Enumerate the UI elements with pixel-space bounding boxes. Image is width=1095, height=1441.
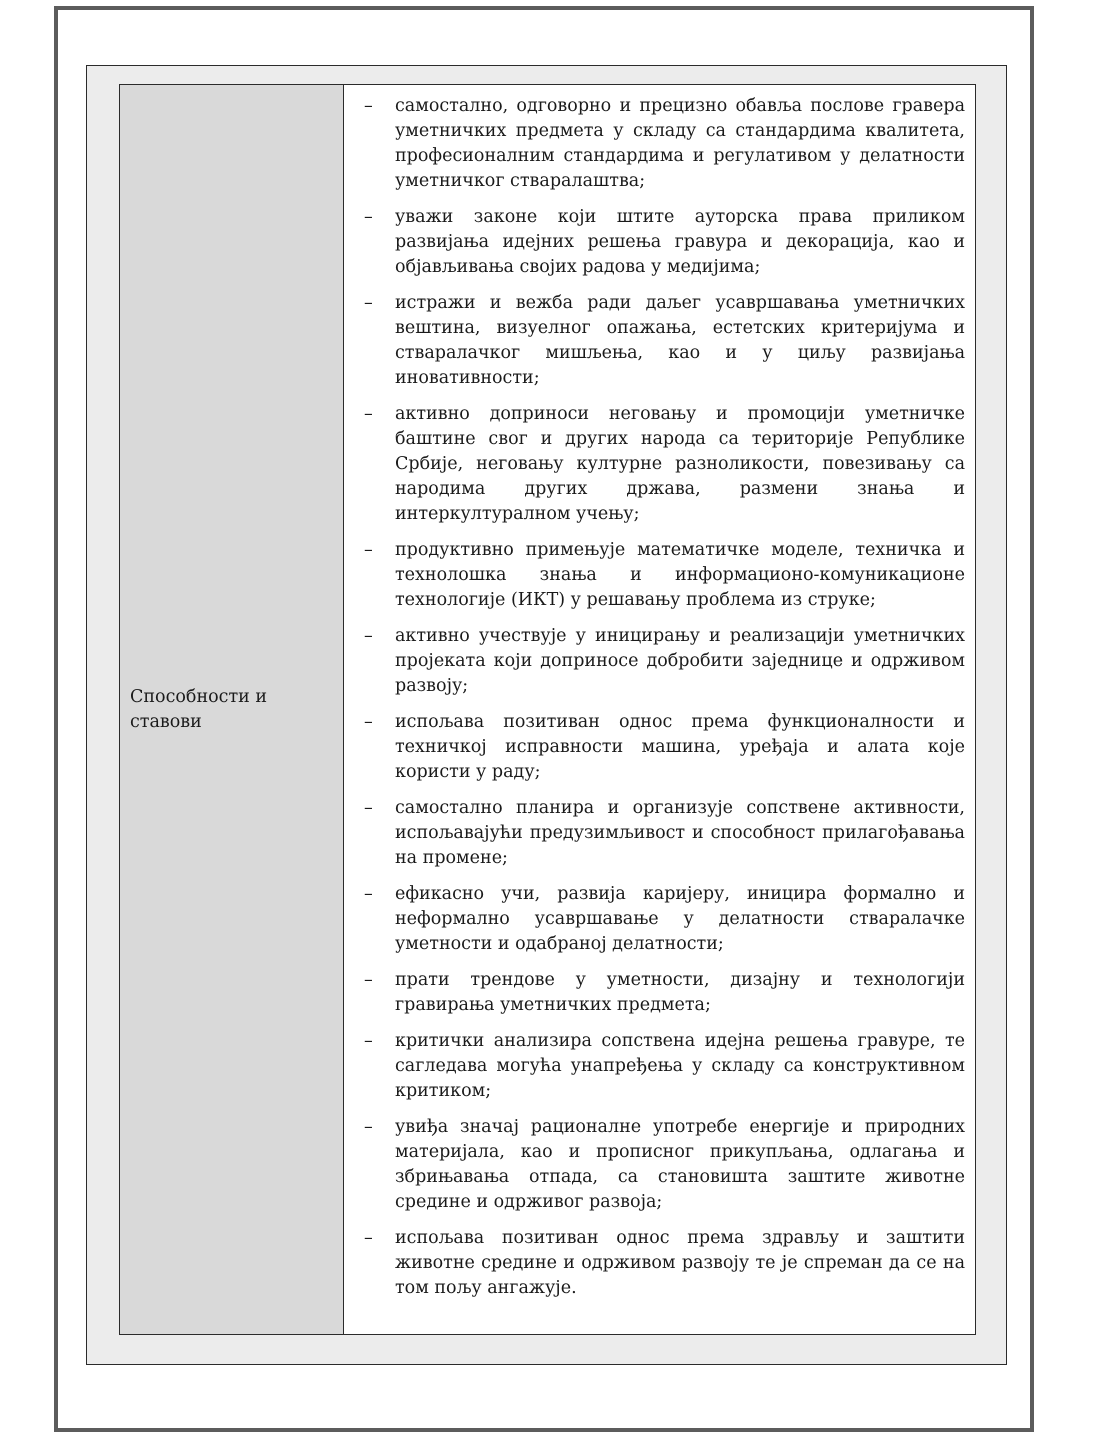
bullet-dash: – (364, 293, 373, 313)
bullet-dash: – (364, 540, 373, 560)
bullet-dash: – (364, 798, 373, 818)
list-item (364, 538, 965, 613)
bullet-dash: – (364, 884, 373, 904)
list-item (364, 796, 965, 871)
list-item-text: ефикасно учи, развија каријеру, иницира формално и неформално усавршавање у делатности стваралачке уметности и одабраној делатности; (395, 884, 965, 954)
bullet-dash: – (364, 1031, 373, 1051)
list-item (364, 624, 965, 699)
bullet-dash: – (364, 404, 373, 424)
list-item (364, 94, 965, 194)
list-item (364, 205, 965, 280)
list-item (364, 291, 965, 391)
list-item-text: критички анализира сопствена идејна решења гравуре, те сагледава могућа унапређења у складу са конструктивном критиком; (395, 1031, 965, 1101)
list-item (364, 1029, 965, 1104)
list-item-text: активно доприноси неговању и промоцији уметничке баштине свог и других народа са територије Републике Србије, неговању културне разноликости, повезивању са народима других држава, размени знања и интеркултуралном учењу; (395, 404, 965, 524)
list-item-text: самостално планира и организује сопствене активности, испољавајући предузимљивост и способност прилагођавања на промене; (395, 798, 965, 868)
list-item (364, 968, 965, 1018)
bullet-dash: – (364, 626, 373, 646)
list-item-text: испољава позитиван однос према функционалности и техничкој исправности машина, уређаја и алата које користи у раду; (395, 712, 965, 782)
list-item-text: активно учествује у иницирању и реализацији уметничких пројеката који доприносе добробити заједнице и одрживом развоју; (395, 626, 965, 696)
list-item-text: продуктивно примењује математичке моделе, техничка и технолошка знања и информационо-комуникационе технологије (ИКТ) у решавању проблема из струке; (395, 540, 965, 610)
list-item (364, 1115, 965, 1215)
list-item (364, 1226, 965, 1301)
list-item-text: прати трендове у уметности, дизајну и технологији гравирања уметничких предмета; (395, 970, 965, 1015)
row-label-cell (120, 85, 344, 1334)
competencies-table (119, 84, 976, 1335)
bullet-dash: – (364, 712, 373, 732)
list-item-text: уважи законе који штите ауторска права приликом развијања идејних решења гравура и декорација, као и објављивања својих радова у медијима; (395, 207, 965, 277)
bullet-dash: – (364, 970, 373, 990)
list-item (364, 882, 965, 957)
list-item-text: истражи и вежба ради даљег усавршавања уметничких вештина, визуелног опажања, естетских критеријума и стваралачког мишљења, као и у циљу развијања иновативности; (395, 293, 965, 388)
list-item-text: увиђа значај рационалне употребе енергије и природних материјала, као и прописног прикупљања, одлагања и збрињавања отпада, са становишта заштите животне средине и одрживог развоја; (395, 1117, 965, 1212)
items-cell (344, 85, 975, 1334)
list-item-text: самостално, одговорно и прецизно обавља послове гравера уметничких предмета у складу са стандардима квалитета, професионалним стандардима и регулативом у делатности уметничког стваралаштва; (395, 96, 965, 191)
bullet-dash: – (364, 1228, 373, 1248)
bullet-dash: – (364, 207, 373, 227)
bullet-dash: – (364, 1117, 373, 1137)
row-label: Способности и ставови (130, 686, 268, 732)
list-item (364, 402, 965, 527)
bullet-dash: – (364, 96, 373, 116)
list-item-text: испољава позитиван однос према здрављу и заштити животне средине и одрживом развоју те је спреман да се на том пољу ангажује. (395, 1228, 965, 1298)
list-item (364, 710, 965, 785)
